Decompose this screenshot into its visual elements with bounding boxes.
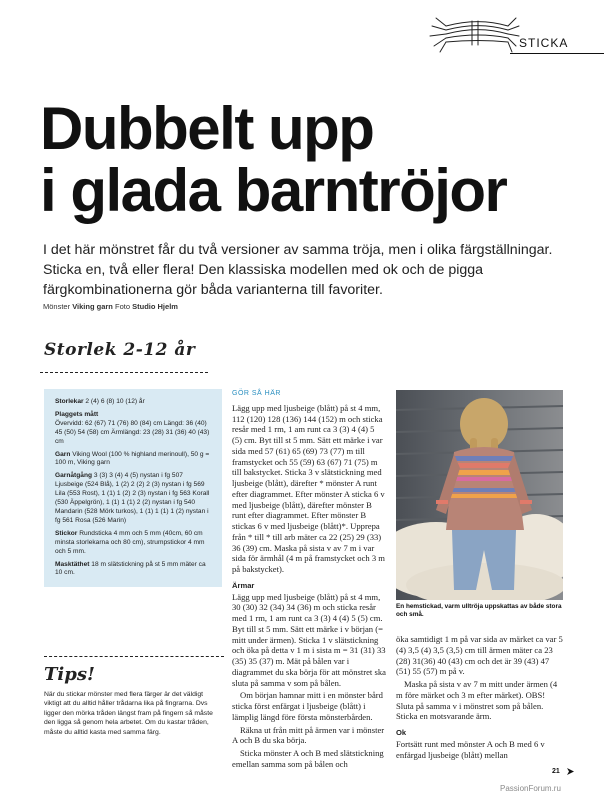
- watermark: PassionForum.ru: [500, 784, 561, 793]
- page-number: 21: [552, 768, 560, 775]
- child-sweater-photo: [396, 390, 563, 600]
- facts-yarn-text: Viking Wool (100 % highland merinoull), 50 g = 100 m, Viking garn: [55, 450, 210, 467]
- instructions-column-right: [396, 634, 563, 762]
- sleeves-paragraph-3: Räkna ut från mitt på ärmen var i mönster A och B du ska börja.: [232, 724, 385, 746]
- section-label: STICKA: [519, 36, 569, 50]
- instructions-column: [232, 389, 386, 772]
- facts-gauge-text: 18 m slätstickning på st 5 mm mäter ca 10 cm.: [55, 560, 206, 577]
- facts-measures-label: Plaggets mått: [55, 410, 99, 418]
- facts-gauge: [55, 561, 212, 579]
- facts-measures-text: Övervidd: 62 (67) 71 (76) 80 (84) cm Längd: 36 (40) 45 (50) 54 (58) cm Ärmlängd: 23 (28) 31 (36) 40 (43) cm: [55, 419, 210, 445]
- facts-sizes: [55, 398, 212, 407]
- facts-needles-label: Stickor: [55, 529, 78, 537]
- credits: [43, 302, 178, 311]
- yoke-paragraph: Fortsätt runt med mönster A och B med 6 v enfärgad ljusbeige (blått) mellan: [396, 738, 545, 760]
- body-paragraph: Lägg upp med ljusbeige (blått) på st 4 mm, 112 (120) 128 (136) 144 (152) m och sticka resår med 1 rm, 1 am runt ca 3 (3) 4 (4) 5 (5) cm. Byt till st 5 mm. Sätt ett märke i var sida med 57 (61) 65 (69) 73 (77) m till framstycket och 55 (59) 63 (67) 71 (75) m till bakstycket. Sticka 3 v slätstickning med ljusbeige (blått), därefter * mönster A runt efter diagrammet. Efter mönster A sticka 6 v med ljusbeige (blått), därefter mönster B runt efter diagrammet. Efter mönster B stickas 6 v med ljusbeige (blått)*. Upprepa från * till * till arb mäter ca 22 (25) 29 (33) 36 (39) cm. Maska på sista v av 7 m i var sida för ärmhål (4 m på framstycket och 3 m på bakstycket).: [232, 402, 385, 574]
- facts-sizes-text: 2 (4) 6 (8) 10 (12) år: [83, 398, 145, 405]
- facts-gauge-label: Masktäthet: [55, 560, 90, 568]
- facts-yarn-label: Garn: [55, 450, 71, 458]
- body-paragraph: Maska på sista v av 7 m mitt under ärmen (4 m före märket och 3 m efter märket). OBS! Sluta på samma v i mönstret som på bålen. Sticka en motsvarande ärm.: [396, 679, 558, 722]
- facts-yarn-amount-text: 3 (3) 3 (4) 4 (5) nystan i fg 507 Ljusbeige (524 Blå), 1 (2) 2 (2) 2 (3) nystan i fg 569 Lila (553 Rost), 1 (1) 1 (2) 2 (3) nystan i fg 563 Korall (530 Äppelgrön), 1 (1) 1 (1) 2 (2) nystan i fg 540 Mandarin (528 Mörk turkos), 1 (1) 1 (1) 1 (2) nystan i fg 561 Rosa (526 Marin): [55, 472, 210, 524]
- continue-arrow-icon: [566, 767, 575, 776]
- section-rule: [510, 53, 604, 54]
- tips-rule: [44, 656, 224, 657]
- sleeves-heading: Ärmar: [232, 580, 255, 590]
- sleeves-paragraph-2: Om början hamnar mitt i en mönster bård sticka först enfärgat i ljusbeige (blått) i lämplig längd före första mönsterbården.: [232, 690, 383, 722]
- photo-caption: En hemstickad, varm ulltröja uppskattas av både stora och små.: [396, 603, 562, 618]
- headline-line-2: i glada barntröjor: [40, 157, 507, 224]
- pattern-facts-box: [44, 389, 222, 587]
- sleeves-paragraph-4: Sticka mönster A och B med slätstickning emellan samma som på bålen och: [232, 748, 384, 769]
- instructions-subhead: GÖR SÅ HÄR: [232, 390, 281, 397]
- lead-paragraph: I det här mönstret får du två versioner av samma tröja, men i olika färgställningar. Sticka en, två eller flera! Den klassiska modellen med ok och de pigga färgkombinationerna gör båda varianterna till favoriter.: [43, 242, 553, 298]
- facts-yarn-amount: [55, 472, 212, 525]
- headline-line-1: Dubbelt upp: [40, 95, 374, 162]
- facts-yarn-amount-label: Garnåtgång: [55, 472, 93, 480]
- facts-measures: [55, 411, 212, 447]
- yarn-skein-illustration: [428, 12, 520, 56]
- size-heading: Storlek 2-12 år: [44, 340, 196, 360]
- facts-yarn: [55, 451, 212, 469]
- size-heading-rule: [40, 372, 208, 373]
- facts-sizes-label: Storlekar: [55, 398, 84, 405]
- photo-value: Studio Hjelm: [132, 302, 178, 311]
- pattern-label: Mönster: [43, 302, 71, 311]
- tips-text: När du stickar mönster med flera färger är det väldigt viktigt att du alltid håller trådarna lika på fingrarna. Dvs ligger den mörka tråden längst fram på fingern så måste den ligga så genom hela arbetet. Om du kastar tråden, måste du alltid kasta med samma färg.: [44, 691, 213, 736]
- facts-needles-text: Rundsticka 4 mm och 5 mm (40cm, 60 cm minsta storlekarna och 80 cm), strumpstickor 4 mm och 5 mm.: [55, 529, 205, 555]
- photo-label: Foto: [115, 302, 131, 311]
- article-headline: [40, 95, 580, 224]
- pattern-value: Viking garn: [72, 302, 113, 311]
- tips-title: Tips!: [44, 664, 95, 685]
- facts-needles: [55, 530, 212, 557]
- body-paragraph: öka samtidigt 1 m på var sida av märket ca var 5 (4) 3,5 (4) 3,5 (3,5) cm till ärmen mäter ca 23 (28) 31(36) 40 (43) cm och det är 39 (43) 47 (51) 55 (57) m på v.: [396, 634, 563, 677]
- sleeves-paragraph: Lägg upp med ljusbeige (blått) på st 4 mm, 30 (30) 32 (34) 34 (36) m och sticka resår med 1 rm, 1 am runt ca 3 (3) 4 (4) 5 (5) cm. Byt till st 5 mm. Sätt ett märke i v början (= mitt under ärmen). Sticka 1 v slätstickning och öka på detta v 1 m i sista m = 31 (31) 33 (35) 35 (37) m. Mät på bålen var i diagrammet du ska börja för att mönstret ska sluta på samma v som på bålen.: [232, 591, 386, 688]
- yoke-heading: Ok: [396, 728, 407, 737]
